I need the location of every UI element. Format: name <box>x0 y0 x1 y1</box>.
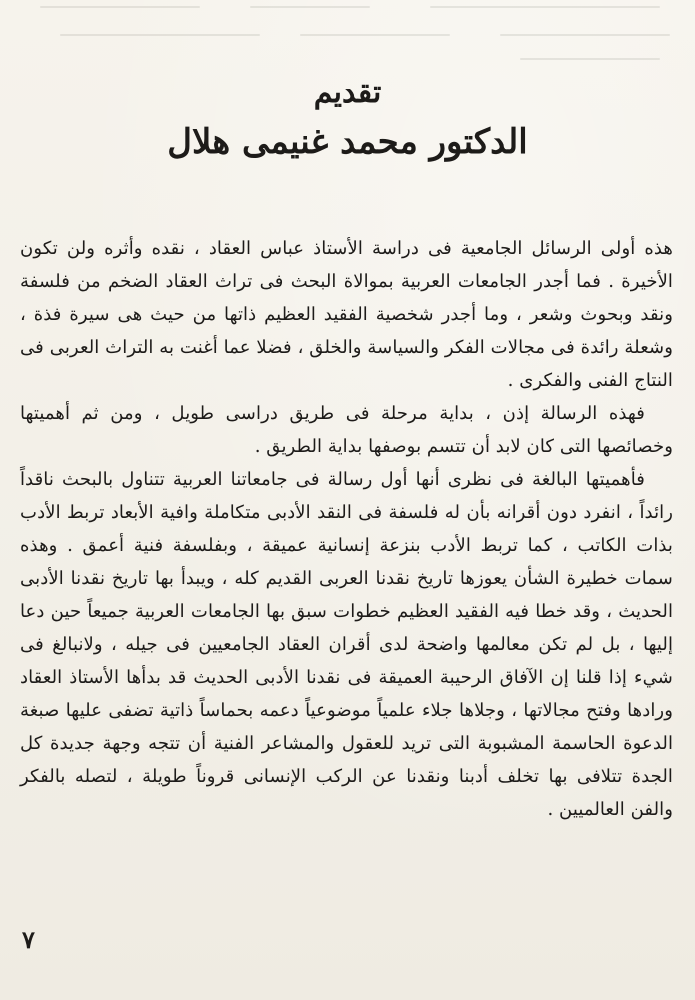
show-through-text <box>0 0 695 70</box>
paragraph: هذه أولى الرسائل الجامعية فى دراسة الأستاذ عباس العقاد ، نقده وأثره ولن تكون الأخيرة . فما أجدر الجامعات العربية بموالاة البحث فى تراث العقاد الضخم من فلسفة ونقد وبحوث وشعر ، وما أجدر شخصية الفقيد العظيم ذاتها من حيث هى سيرة فذة ، وشعلة رائدة فى مجالات الفكر والسياسة والخلق ، فضلا عما أغنت به التراث العربى فى النتاج الفنى والفكرى . <box>20 238 673 391</box>
author-name: الدكتور محمد غنيمى هلال <box>167 122 528 162</box>
paragraph: فهذه الرسالة إذن ، بداية مرحلة فى طريق دراسى طويل ، ومن ثم أهميتها وخصائصها التى كان لابد أن تتسم بوصفها بداية الطريق . <box>20 403 673 457</box>
page-number: ٧ <box>22 925 35 954</box>
page-title: تقديم <box>313 75 382 110</box>
body-text <box>20 232 673 826</box>
paragraph: فأهميتها البالغة فى نظرى أنها أول رسالة فى جامعاتنا العربية تتناول بالبحث ناقداً رائداً ، انفرد دون أقرانه بأن له فلسفة فى النقد الأدبى متكاملة وافية الأبعاد تربط الأدب بذات الكاتب ، كما تربط الأدب بنزعة إنسانية عميقة ، وبفلسفة فنية أعمق . وهذه سمات خطيرة الشأن يعوزها تاريخ نقدنا العربى القديم كله ، ويبدأ بها تاريخ نقدنا الأدبى الحديث ، وقد خطا فيه الفقيد العظيم خطوات سبق بها الجامعات العربية جميعاً حين دعا إليها ، بل لم تكن معالمها واضحة لدى أقران العقاد الجامعيين فى جيله ، ولانبالغ فى شيء إذا قلنا إن الآفاق الرحيبة العميقة فى نقدنا الأدبى الحديث قد بدأها الأستاذ العقاد ورادها وفتح مجالاتها ، وجلاها جلاء علمياً موضوعياً دعمه بحماساً ذاتية تضفى عليها صبغة الدعوة الحاسمة المشبوبة التى تريد للعقول والمشاعر الفنية أن تتجه وجهة جديدة كل الجدة تتلافى بها تخلف أدبنا ونقدنا عن الركب الإنسانى قروناً طويلة ، لتصله بالفكر والفن العالميين . <box>20 469 673 820</box>
